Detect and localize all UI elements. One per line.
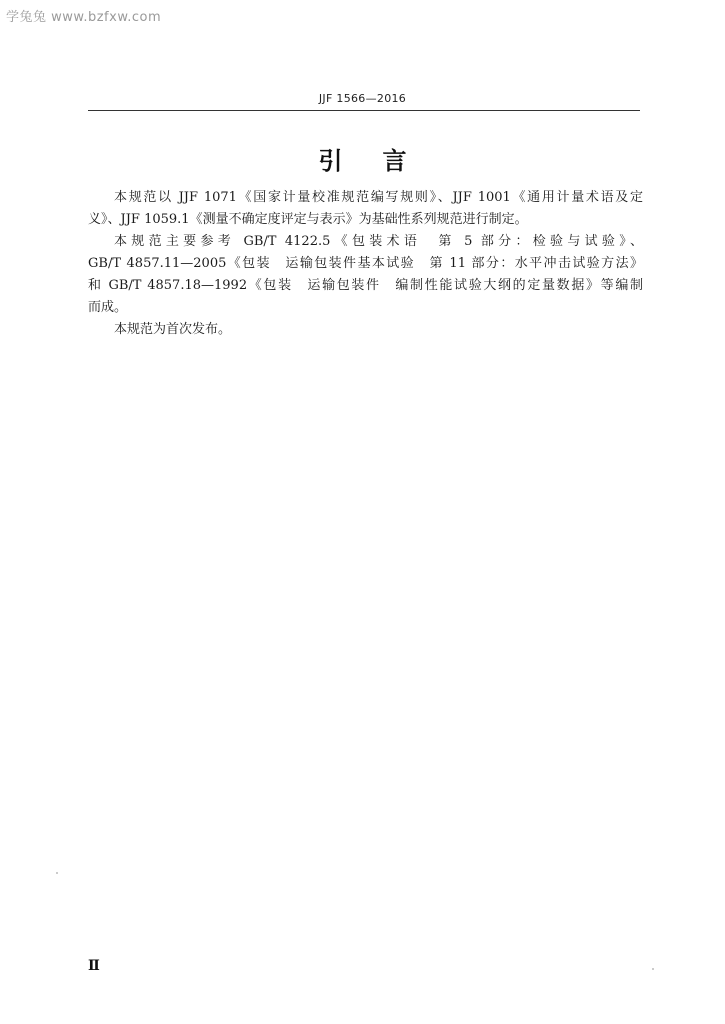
paragraph-release (88, 319, 643, 341)
page-title: 引言 (318, 147, 447, 175)
paragraph-line: GB/T 4857.11—2005《包装 运输包装件基本试验 第 11 部分：水平冲击试验方法》 (88, 256, 643, 271)
paragraph-line: 义》、JJF 1059.1《测量不确定度评定与表示》为基础性系列规范进行制定。 (88, 212, 528, 227)
scan-speck (652, 968, 654, 970)
header-rule (88, 110, 640, 111)
paragraph-line: 本规范为首次发布。 (114, 322, 232, 337)
paragraph-line: 和 GB/T 4857.18—1992《包装 运输包装件 编制性能试验大纲的定量数据》等编制 (88, 278, 643, 293)
standard-code-header: JJF 1566—2016 (318, 92, 407, 105)
page-number: Ⅱ (88, 958, 100, 974)
paragraph-references (88, 231, 643, 319)
watermark: 学兔兔 www.bzfxw.com (6, 10, 162, 25)
scan-speck (56, 872, 58, 874)
paragraph-line: 而成。 (88, 300, 128, 315)
paragraph-basis (88, 187, 643, 231)
paragraph-line: 本规范以 JJF 1071《国家计量校准规范编写规则》、JJF 1001《通用计量术语及定 (114, 190, 643, 205)
paragraph-line: 本规范主要参考 GB/T 4122.5《包装术语 第 5 部分：检验与试验》、 (114, 234, 643, 249)
